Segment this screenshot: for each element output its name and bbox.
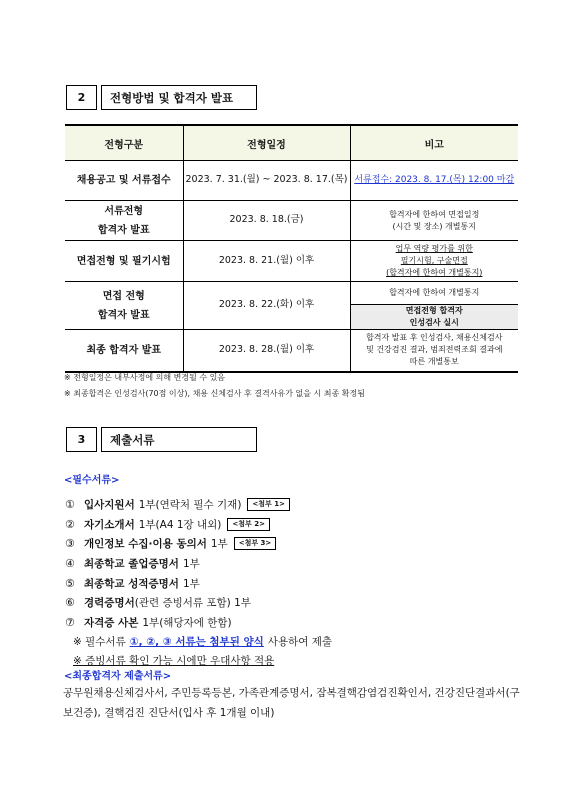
- note-line: 업무 역량 평가를 위한: [395, 244, 473, 253]
- note-line: (시간 및 장소) 개별통지: [392, 221, 476, 231]
- list-item: [65, 613, 332, 633]
- note-line: 합격자에 한하여 면접일정: [389, 209, 480, 219]
- note-suffix: 사용하여 제출: [267, 636, 332, 649]
- doc-name: 입사지원서: [84, 499, 135, 512]
- note-shaded: [351, 305, 519, 329]
- section-2-header: [66, 85, 257, 110]
- date-cell: 2023. 7. 31.(월) ~ 2023. 8. 17.(목): [183, 161, 350, 201]
- list-item: [65, 515, 332, 535]
- item-number: ⑤: [65, 576, 75, 590]
- date-cell: 2023. 8. 22.(화) 이후: [183, 282, 350, 330]
- note-line: 필기시험, 구술면접: [400, 256, 468, 265]
- column-header: 비고: [350, 125, 518, 161]
- list-item: [65, 534, 332, 554]
- note-cell: [350, 282, 518, 330]
- final-heading: <최종합격자 제출서류>: [64, 671, 172, 682]
- table-row: [65, 241, 518, 282]
- doc-name: 자기소개서: [84, 518, 135, 531]
- note-cell: [350, 161, 518, 201]
- doc-detail: 1부: [210, 538, 228, 551]
- table-row: [65, 330, 518, 372]
- note-prefix: ※ 필수서류: [73, 636, 126, 649]
- doc-name: 경력증명서: [84, 597, 135, 610]
- schedule-note: ※ 최종합격은 인성검사(70점 이상), 채용 신체검사 후 결격사유가 없을 시 최종 확정됨: [64, 389, 365, 398]
- date-cell: 2023. 8. 18.(금): [183, 201, 350, 241]
- doc-detail: (관련 증빙서류 포함) 1부: [134, 597, 251, 610]
- stage-cell: 서류전형 합격자 발표: [65, 201, 183, 241]
- table-row: [65, 282, 518, 330]
- doc-name: 자격증 사본: [84, 616, 139, 629]
- attachment-tag: <첨부 3>: [234, 537, 277, 550]
- required-heading: <필수서류>: [64, 475, 120, 486]
- item-number: ③: [65, 537, 75, 551]
- note-cell: [350, 201, 518, 241]
- schedule-table: [65, 124, 518, 373]
- table-header-row: [65, 125, 518, 161]
- item-number: ④: [65, 557, 75, 571]
- attachment-tag: <첨부 2>: [227, 518, 270, 531]
- stage-cell: 면접전형 및 필기시험: [65, 241, 183, 282]
- note-line: 합격자에 한하여 개별통지: [351, 282, 519, 305]
- list-item: [65, 593, 332, 613]
- note-line: 및 건강검진 결과, 범죄전력조회 결과에: [366, 345, 503, 355]
- doc-detail: 1부(A4 1장 내외): [138, 518, 222, 531]
- note-line: 인성검사 실시: [409, 318, 459, 327]
- section-title: 전형방법 및 합격자 발표: [101, 85, 257, 110]
- stage-cell: 채용공고 및 서류접수: [65, 161, 183, 201]
- doc-note: [65, 632, 332, 651]
- note-line: 따른 개별통보: [409, 357, 459, 367]
- attached-forms-link[interactable]: ①, ②, ③ 서류는 첨부된 양식: [129, 636, 264, 649]
- doc-name: 최종학교 성적증명서: [84, 577, 179, 590]
- section-3-header: [66, 427, 257, 452]
- note-line: (합격자에 한하여 개별통지): [386, 268, 483, 277]
- column-header: 전형구분: [65, 125, 183, 161]
- final-doc-text: 공무원채용신체검사서, 주민등록등본, 가족관계증명서, 잠복결핵감염검진확인서, 건강진단결과서(구 보건증), 결핵검진 진단서(입사 후 1개월 이내): [63, 687, 520, 719]
- doc-detail: 1부: [182, 577, 200, 590]
- table-row: [65, 161, 518, 201]
- doc-name: 최종학교 졸업증명서: [84, 558, 179, 571]
- list-item: [65, 554, 332, 574]
- date-cell: 2023. 8. 28.(월) 이후: [183, 330, 350, 372]
- required-doc-list: [65, 495, 332, 670]
- doc-note: ※ 증빙서류 확인 가능 시에만 우대사항 적용: [73, 655, 275, 668]
- section-number: 3: [66, 427, 97, 452]
- note-cell: [350, 241, 518, 282]
- column-header: 전형일정: [183, 125, 350, 161]
- item-number: ①: [65, 498, 75, 512]
- item-number: ⑥: [65, 596, 75, 610]
- doc-detail: 1부(연락처 필수 기재): [138, 499, 242, 512]
- stage-cell: 최종 합격자 발표: [65, 330, 183, 372]
- item-number: ⑦: [65, 615, 75, 629]
- doc-detail: 1부(해당자에 한함): [142, 616, 232, 629]
- section-title: 제출서류: [101, 427, 257, 452]
- deadline-link[interactable]: 서류접수: 2023. 8. 17.(목) 12:00 마감: [354, 174, 515, 185]
- note-line: 합격자 발표 후 인성검사, 채용신체검사: [366, 333, 503, 343]
- list-item: [65, 573, 332, 593]
- note-line: 면접전형 합격자: [405, 306, 463, 315]
- table-row: [65, 201, 518, 241]
- attachment-tag: <첨부 1>: [247, 498, 290, 511]
- list-item: [65, 495, 332, 515]
- schedule-note: ※ 전형일정은 내부사정에 의해 변경될 수 있음: [64, 373, 226, 382]
- doc-name: 개인정보 수집·이용 동의서: [84, 538, 207, 551]
- date-cell: 2023. 8. 21.(월) 이후: [183, 241, 350, 282]
- doc-detail: 1부: [182, 558, 200, 571]
- note-cell: [350, 330, 518, 372]
- section-number: 2: [66, 85, 97, 110]
- item-number: ②: [65, 517, 75, 531]
- stage-cell: 면접 전형 합격자 발표: [65, 282, 183, 330]
